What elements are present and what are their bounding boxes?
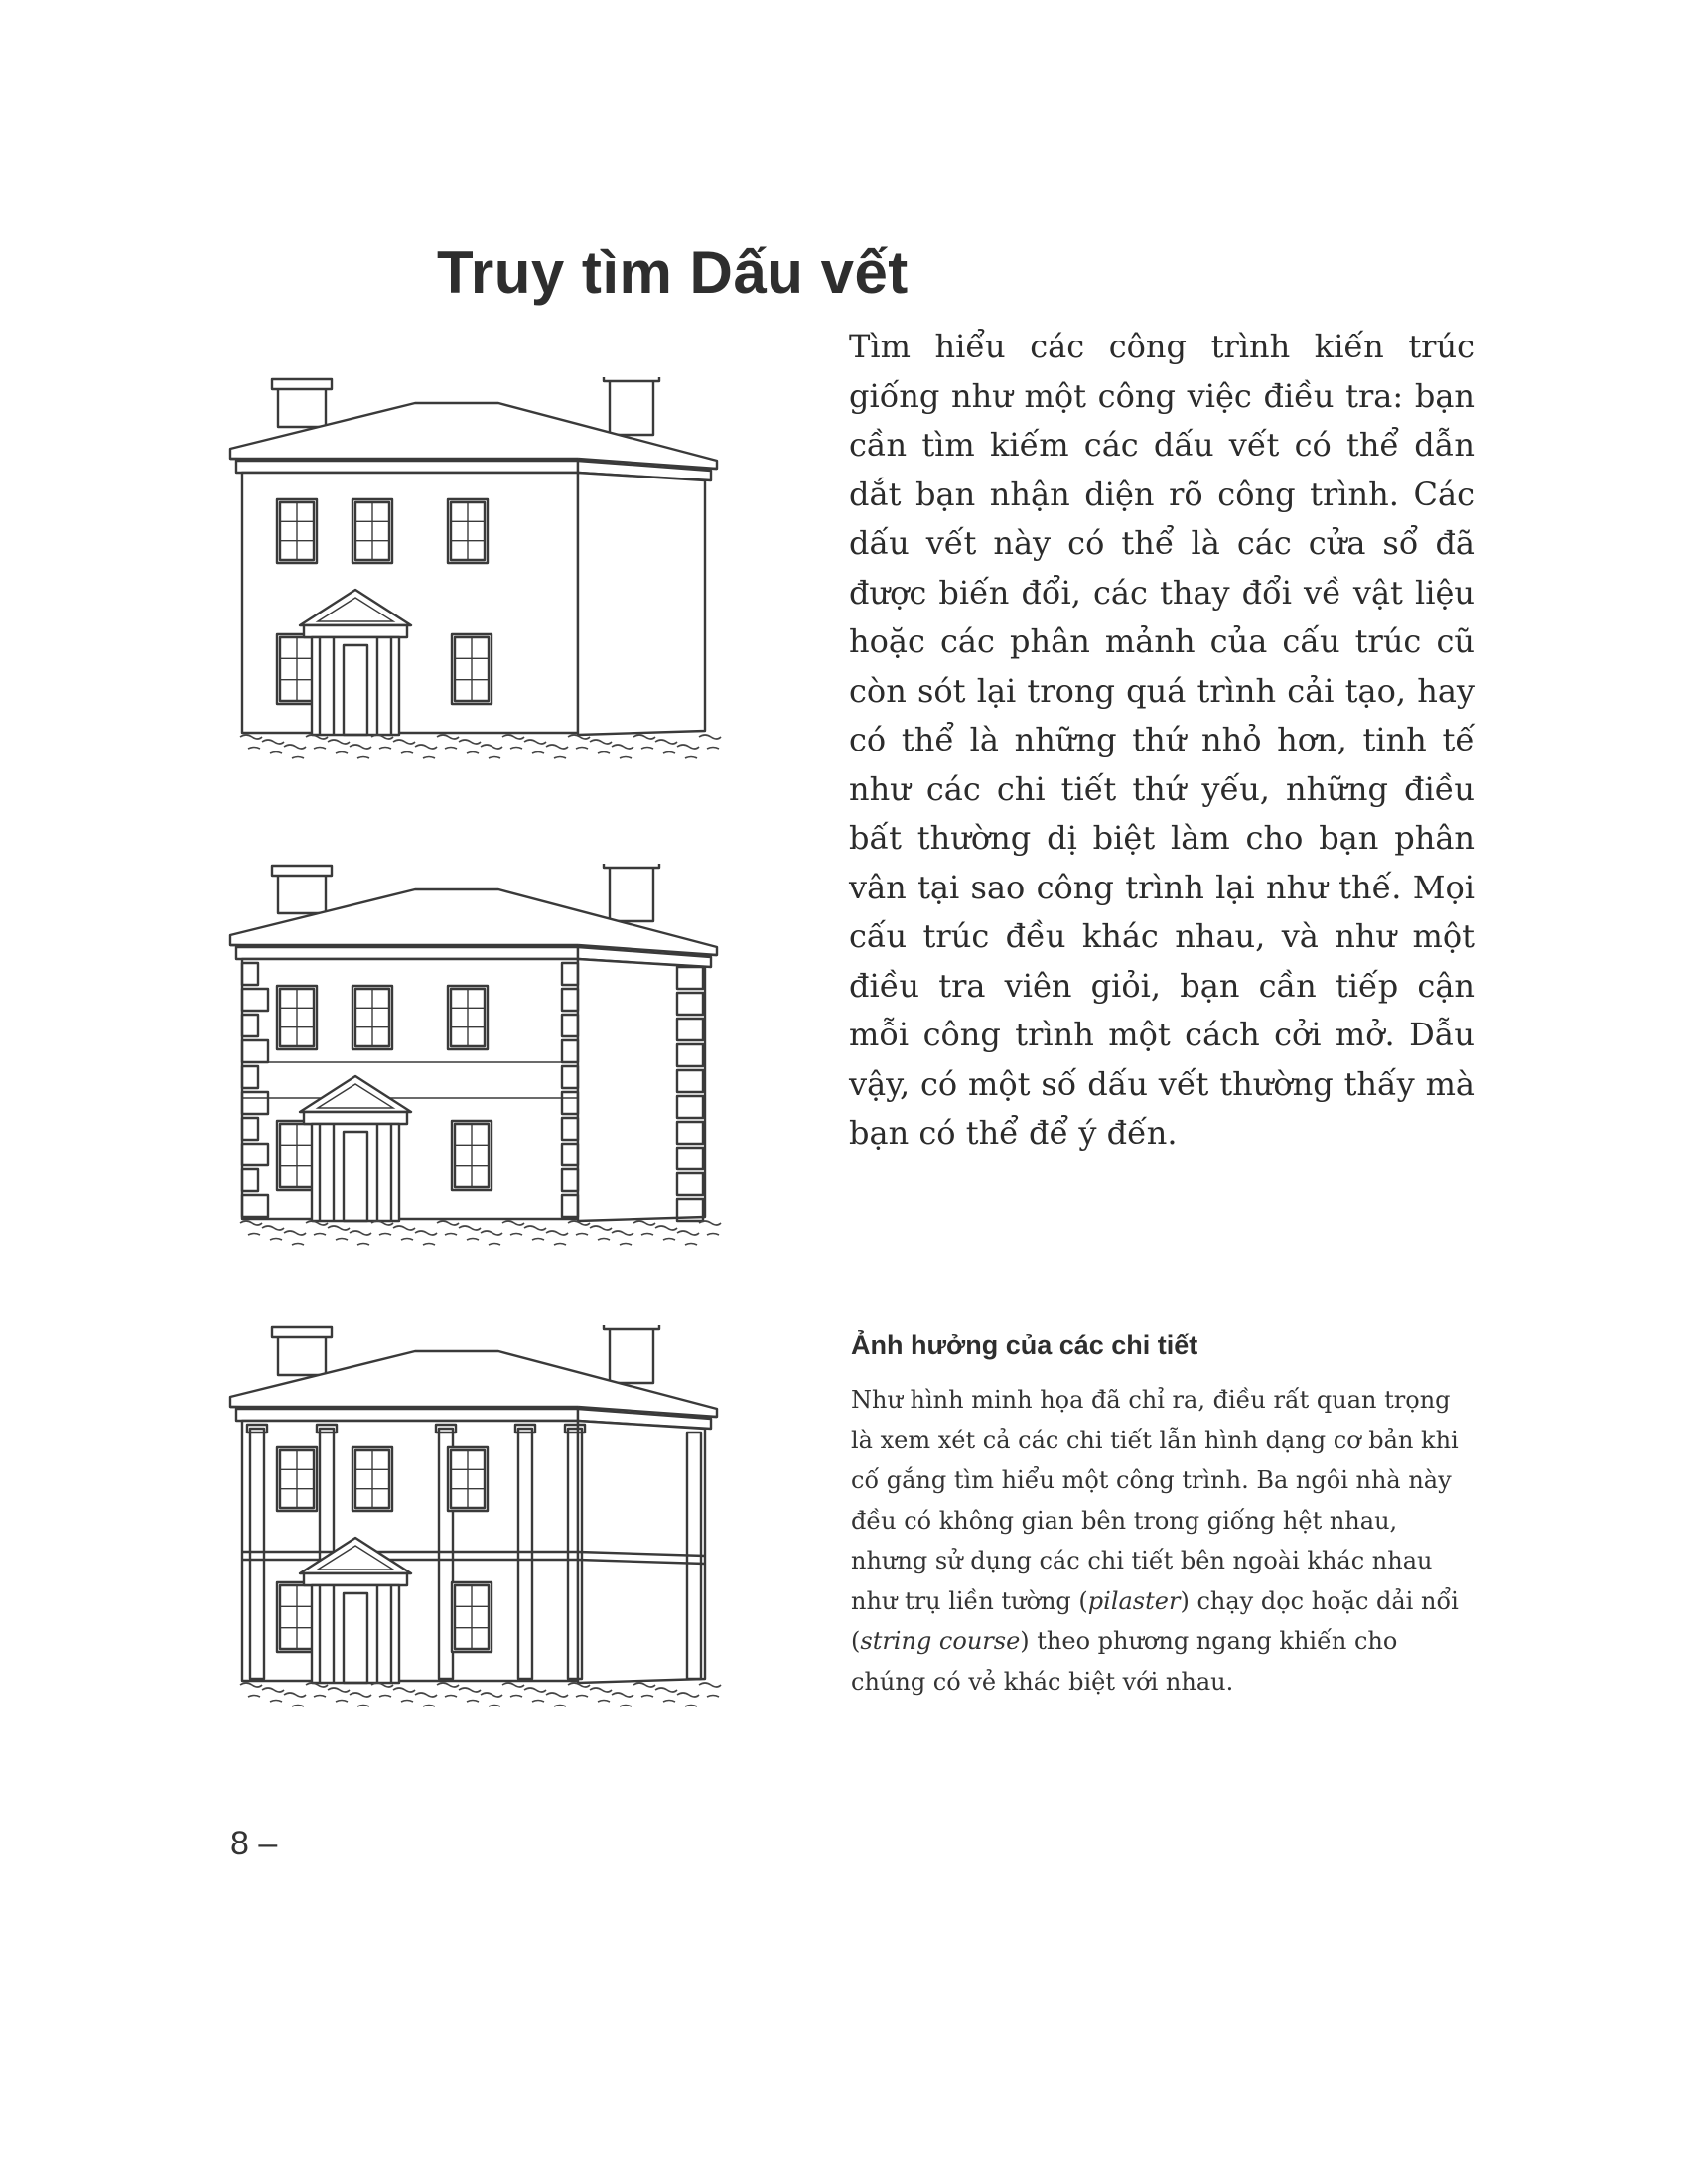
- page-title: Truy tìm Dấu vết: [437, 239, 909, 307]
- cornice: [236, 461, 578, 473]
- ground: [240, 1683, 721, 1706]
- window: [352, 986, 392, 1049]
- chimney: [278, 872, 326, 913]
- chimney: [610, 1325, 653, 1383]
- section-body-part1: Như hình minh họa đã chỉ ra, điều rất quan trọng là xem xét cả các chi tiết lẫn hình dạng cơ bản khi cố gắng tìm hiểu một công trình. Ba ngôi nhà này đều có không gian bên trong giống hệt nhau, nhưng sử dụng các chi tiết bên ngoài khác nhau như trụ liền tường (: [851, 1386, 1459, 1615]
- window: [448, 499, 488, 563]
- ground: [240, 1221, 721, 1245]
- window: [452, 1121, 492, 1190]
- window: [448, 986, 488, 1049]
- chimney: [278, 385, 326, 427]
- side-wall: [578, 473, 705, 735]
- window: [352, 1447, 392, 1511]
- cornice: [236, 947, 578, 959]
- ground: [240, 735, 721, 758]
- chimney: [610, 864, 653, 921]
- window: [277, 986, 317, 1049]
- term-pilaster: pilaster: [1087, 1586, 1181, 1615]
- window: [448, 1447, 488, 1511]
- quoined-house-illustration: [220, 864, 737, 1261]
- chimney-cap: [272, 866, 332, 876]
- section-body-part3: ) theo phương ngang khiến cho chúng có vẻ khác biệt với nhau.: [851, 1627, 1398, 1696]
- section-body-part2: ) chạy dọc hoặc dải nổi (: [851, 1586, 1459, 1655]
- chimney: [278, 1333, 326, 1375]
- cornice: [236, 1409, 578, 1421]
- chimney-cap: [272, 379, 332, 389]
- window: [452, 634, 492, 704]
- term-string-course: string course: [860, 1627, 1021, 1655]
- window: [452, 1582, 492, 1652]
- chimney-cap: [272, 1327, 332, 1337]
- pilaster-house-illustration: [220, 1325, 737, 1722]
- window: [352, 499, 392, 563]
- chimney-cap: [604, 377, 659, 381]
- section-body: [851, 1380, 1477, 1702]
- window: [277, 1447, 317, 1511]
- plain-house-illustration: [220, 377, 737, 774]
- page-number: 8 –: [230, 1825, 278, 1862]
- section-heading: Ảnh hưởng của các chi tiết: [851, 1330, 1198, 1360]
- window: [277, 499, 317, 563]
- intro-paragraph: Tìm hiểu các công trình kiến trúc giống như một công việc điều tra: bạn cần tìm kiếm các dấu vết có thể dẫn dắt bạn nhận diện rõ công trình. Các dấu vết này có thể là các cửa sổ đã được biến đổi, các thay đổi về vật liệu hoặc các phân mảnh của cấu trúc cũ còn sót lại trong quá trình cải tạo, hay có thể là những thứ nhỏ hơn, tinh tế như các chi tiết thứ yếu, những điều bất thường dị biệt làm cho bạn phân vân tại sao công trình lại như thế. Mọi cấu trúc đều khác nhau, và như một điều tra viên giỏi, bạn cần tiếp cận mỗi công trình một cách cởi mở. Dẫu vậy, có một số dấu vết thường thấy mà bạn có thể để ý đến.: [849, 328, 1475, 1152]
- chimney-cap: [604, 1325, 659, 1329]
- chimney-cap: [604, 864, 659, 868]
- chimney: [610, 377, 653, 435]
- side-wall: [578, 959, 705, 1221]
